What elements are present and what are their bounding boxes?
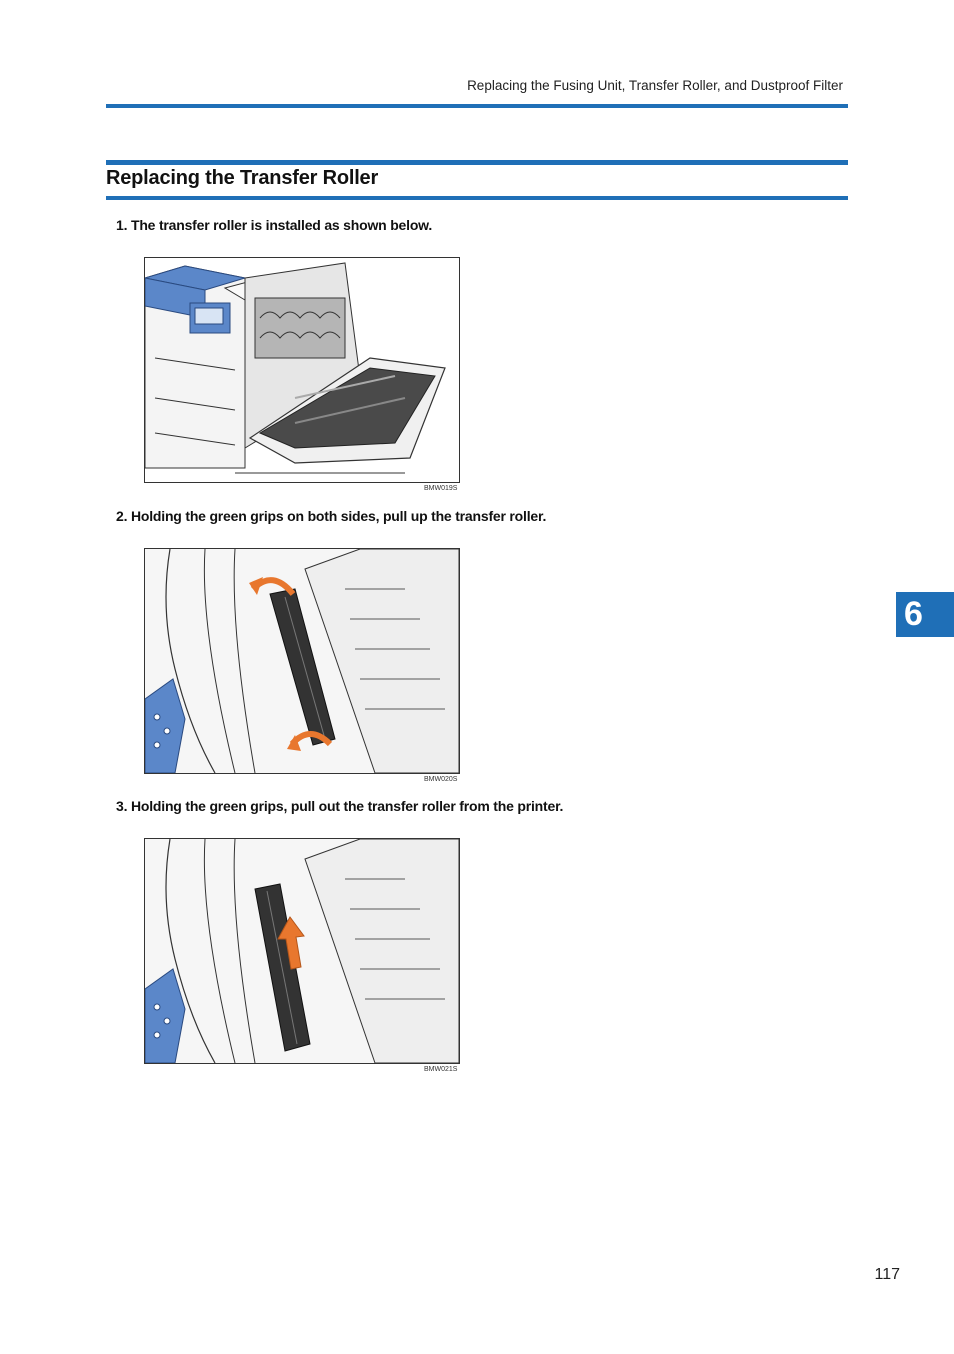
step-3-text: 3. Holding the green grips, pull out the transfer roller from the printer. [116, 798, 564, 814]
section-rule-top [106, 160, 848, 165]
chapter-number: 6 [904, 595, 923, 633]
printer-open-cover-illustration [144, 257, 460, 483]
transfer-roller-lift-illustration [144, 548, 460, 774]
figure-code-bmw019s: BMW019S [424, 485, 458, 492]
header-rule [106, 104, 848, 108]
page-number: 117 [874, 1266, 900, 1283]
step-2-text: 2. Holding the green grips on both sides, pull up the transfer roller. [116, 508, 547, 524]
figure-code-bmw021s: BMW021S [424, 1066, 458, 1073]
section-rule-bottom [106, 196, 848, 200]
section-title: Replacing the Transfer Roller [106, 167, 379, 189]
running-header-title: Replacing the Fusing Unit, Transfer Roller, and Dustproof Filter [467, 78, 843, 93]
figure-code-bmw020s: BMW020S [424, 776, 458, 783]
step-1-text: 1. The transfer roller is installed as shown below. [116, 217, 433, 233]
transfer-roller-remove-illustration [144, 838, 460, 1064]
